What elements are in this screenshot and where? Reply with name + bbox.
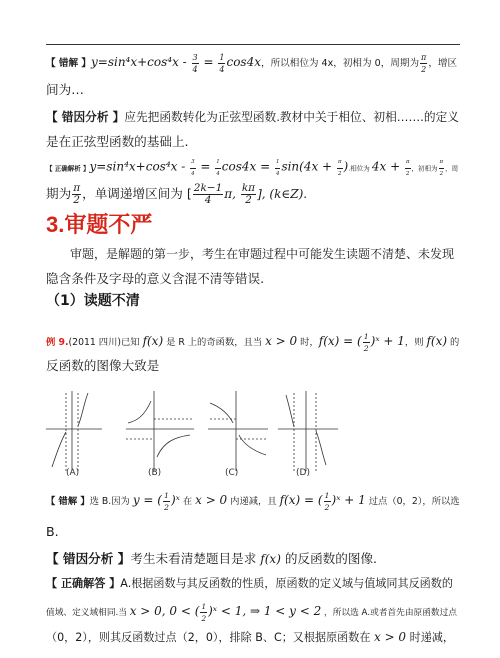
- fraction: $\frac{1}{2}$: [163, 491, 169, 512]
- graph-label-d: (D): [296, 468, 310, 478]
- fraction: $\frac{1}{2}$: [324, 491, 330, 512]
- subsection-title: （1）读题不清: [46, 293, 140, 309]
- error-cause-1-line-2: 是在正弦型函数的基础上.: [46, 134, 189, 149]
- wrong-answer-2-line-2: B.: [46, 524, 59, 539]
- correct-answer-line-2: 值域、定义域相同.当 x > 0, 0 < ( $\frac{1}{2}$ )ˣ < 1, ⇒ 1 < y < 2 ，所以选 A.或者首先由原函数过点: [46, 602, 457, 623]
- fraction: $\frac{1}{4}$: [275, 159, 280, 177]
- fraction: $\frac{\pi}{2}$: [405, 159, 410, 177]
- error-cause-1-line-1: 【 错因分析 】应先把函数转化为正弦型函数.教材中关于相位、初相…….的定义: [46, 110, 459, 124]
- graph-label-a: (A): [66, 468, 80, 478]
- wrong-answer-1-line-2: 间为…: [46, 82, 84, 97]
- example-label: 例 9.: [46, 337, 69, 348]
- graph-label-b: (B): [148, 468, 162, 478]
- example-line-2: 反函数的图像大致是: [46, 358, 160, 373]
- error-cause-tag: 【 错因分析 】: [46, 110, 125, 124]
- correct-answer-line-3: （0，2），则其反函数过点（2，0），排除 B、C；又根据原函数在 x > 0 时递减，: [46, 630, 454, 644]
- fraction: $\frac{2k-1}{4}$: [193, 182, 223, 206]
- error-cause-2: 【 错因分析 】考生未看清楚题目是求 f(x) 的反函数的图像.: [46, 551, 378, 566]
- graph-c: [208, 391, 268, 471]
- intro-line-1: 审题，是解题的第一步，考生在审题过程中可能发生读题不清楚、未发现: [70, 247, 455, 261]
- fraction: $\frac{1}{4}$: [219, 53, 225, 74]
- graph-label-c: (C): [225, 468, 239, 478]
- wrong-answer-1-line-1: 【 错解 】y=sin⁴x+cos⁴x - $\frac{3}{4}$ = $\frac{1}{4}$ cos4x，所以相位为 4x，初相为 0，周期为 $\frac{\pi}{2}$ ，增区: [46, 53, 458, 74]
- correct-analysis-line-2: 期为 $\frac{\pi}{2}$ ，单调递增区间为 [ $\frac{2k-1}{4}$ π, $\frac{k\pi}{2}$ ], (k∈Z).: [46, 182, 308, 206]
- intro-line-2: 隐含条件及字母的意义含混不清等错误.: [46, 271, 265, 286]
- fraction: $\frac{1}{4}$: [216, 159, 220, 177]
- graph-d: [278, 391, 338, 471]
- fraction: $\frac{k\pi}{2}$: [241, 182, 256, 206]
- fraction: $\frac{3}{4}$: [191, 159, 195, 177]
- fraction: $\frac{\pi}{2}$: [439, 159, 444, 177]
- fraction: $\frac{3}{4}$: [192, 53, 198, 74]
- fraction: $\frac{1}{2}$: [201, 602, 207, 623]
- graph-a: [46, 391, 102, 471]
- correct-answer-line-1: 【 正确解答 】A.根据函数与其反函数的性质，原函数的定义域与值域同其反函数的: [46, 577, 453, 590]
- correct-analysis-line-1: 【 正确解析 】y=sin⁴x+cos⁴x - $\frac{3}{4}$ = $\frac{1}{4}$ cos4x = $\frac{1}{4}$ sin(4x + $\frac{\pi}{2}$ ).相位为 4x + $\frac{\pi}{2}$ ，初相为 $\frac{\pi}{2}$ ，周: [46, 157, 460, 180]
- top-rule: [46, 44, 460, 45]
- graph-b: [126, 391, 194, 471]
- fraction: $\frac{1}{2}$: [363, 332, 369, 353]
- wrong-answer-tag: 【 错解 】: [46, 58, 91, 69]
- error-cause-tag: 【 错因分析 】: [46, 551, 131, 566]
- wrong-answer-tag: 【 错解 】: [46, 496, 90, 507]
- fraction: $\frac{\pi}{2}$: [73, 182, 81, 206]
- wrong-answer-2-line-1: 【 错解 】选 B.因为 y = ( $\frac{1}{2}$ )ˣ 在 x > 0 内递减，且 f(x) = ( $\frac{1}{2}$ )ˣ + 1 过点（0，2），所以选: [46, 491, 460, 512]
- fraction: $\frac{\pi}{2}$: [421, 53, 427, 74]
- section-title: 3.审题不严: [46, 212, 153, 237]
- fraction: $\frac{\pi}{2}$: [337, 159, 342, 177]
- correct-analysis-tag: 【 正确解析 】: [46, 164, 90, 173]
- correct-answer-tag: 【 正确解答 】: [46, 577, 121, 590]
- example-line-1: 例 9.(2011 四川)已知 f(x) 是 R 上的奇函数，且当 x > 0 时，f(x) = ( $\frac{1}{2}$ )ˣ + 1，则 f(x) 的: [46, 332, 460, 353]
